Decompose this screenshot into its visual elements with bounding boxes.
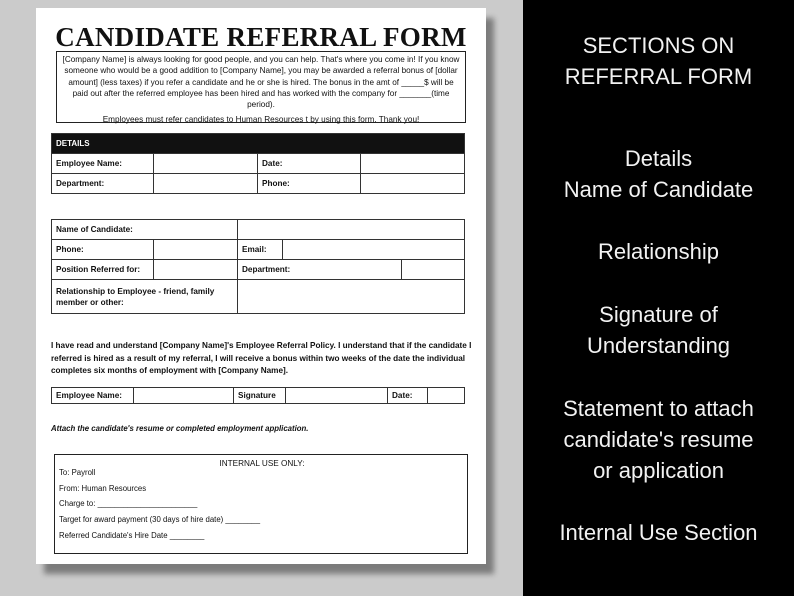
panel-heading-1: SECTIONS ON	[582, 33, 735, 58]
candidate-phone-label: Phone:	[52, 240, 154, 260]
candidate-email-label: Email:	[238, 240, 283, 260]
sig-date-label: Date:	[388, 388, 428, 404]
details-header: DETAILS	[52, 134, 465, 154]
candidate-department-label: Department:	[238, 260, 402, 280]
intro-text: [Company Name] is always looking for good people, and you can help. That's where you come in! If you know someone who would be a good addition to [Company Name], you may be awarded a referral bonus of [dollar amount] (less taxes) if you refer a candidate and he or she is hired. The bonus in the amt of _____$ will be paid out after the referred employee has been hired and has worked with the company for _______(time period).	[62, 55, 460, 110]
signature-table	[51, 387, 465, 404]
panel-heading-2: REFERRAL FORM	[564, 64, 753, 89]
panel-item-attach-1: Statement to attach	[563, 396, 754, 421]
internal-from: From: Human Resources	[59, 484, 147, 493]
internal-use-box	[54, 454, 468, 554]
panel-item-relationship: Relationship	[597, 239, 720, 264]
candidate-name-label: Name of Candidate:	[52, 220, 238, 240]
sections-panel	[523, 0, 794, 596]
date-field[interactable]	[361, 154, 465, 174]
phone-field[interactable]	[361, 174, 465, 194]
signature-label: Signature	[234, 388, 286, 404]
attach-note: Attach the candidate's resume or completed employment application.	[51, 424, 309, 433]
intro-box	[56, 51, 466, 123]
panel-item-attach-2: candidate's resume	[563, 427, 754, 452]
candidate-email-field[interactable]	[283, 240, 465, 260]
date-label: Date:	[258, 154, 361, 174]
referral-form-page	[36, 8, 486, 564]
sig-date-field[interactable]	[428, 388, 465, 404]
sig-employee-name-field[interactable]	[134, 388, 234, 404]
employee-name-field[interactable]	[154, 154, 258, 174]
sig-employee-name-label: Employee Name:	[52, 388, 134, 404]
signature-field[interactable]	[286, 388, 388, 404]
phone-label: Phone:	[258, 174, 361, 194]
panel-item-name-of-candidate: Name of Candidate	[563, 177, 754, 202]
position-label: Position Referred for:	[52, 260, 154, 280]
candidate-department-field[interactable]	[402, 260, 465, 280]
form-title: CANDIDATE REFERRAL FORM	[55, 22, 467, 52]
relationship-label: Relationship to Employee - friend, family member or other:	[52, 280, 238, 314]
internal-target: Target for award payment (30 days of hire date) ________	[59, 515, 261, 524]
employee-name-label: Employee Name:	[52, 154, 154, 174]
internal-to: To: Payroll	[59, 468, 96, 477]
position-field[interactable]	[154, 260, 238, 280]
department-label: Department:	[52, 174, 154, 194]
relationship-field[interactable]	[238, 280, 465, 314]
panel-item-attach-3: or application	[593, 458, 724, 483]
intro-instruction: Employees must refer candidates to Human Resources t by using this form. Thank you!	[102, 115, 420, 125]
department-field[interactable]	[154, 174, 258, 194]
candidate-phone-field[interactable]	[154, 240, 238, 260]
panel-item-internal-use: Internal Use Section	[559, 520, 758, 545]
panel-item-signature-2: Understanding	[586, 333, 731, 358]
understanding-statement: I have read and understand [Company Name]'s Employee Referral Policy. I understand that if the candidate I referred is hired as a result of my referral, I will receive a bonus within two weeks of the date the individual completes six months of employment with [Company Name].	[51, 341, 472, 375]
panel-item-details: Details	[624, 146, 693, 171]
panel-item-signature-1: Signature of	[599, 302, 718, 327]
internal-charge-to: Charge to: _______________________	[59, 499, 198, 508]
internal-header: INTERNAL USE ONLY:	[219, 459, 305, 468]
internal-hire-date: Referred Candidate's Hire Date ________	[59, 531, 205, 540]
candidate-table	[51, 219, 465, 314]
candidate-name-field[interactable]	[238, 220, 465, 240]
details-table	[51, 133, 465, 194]
